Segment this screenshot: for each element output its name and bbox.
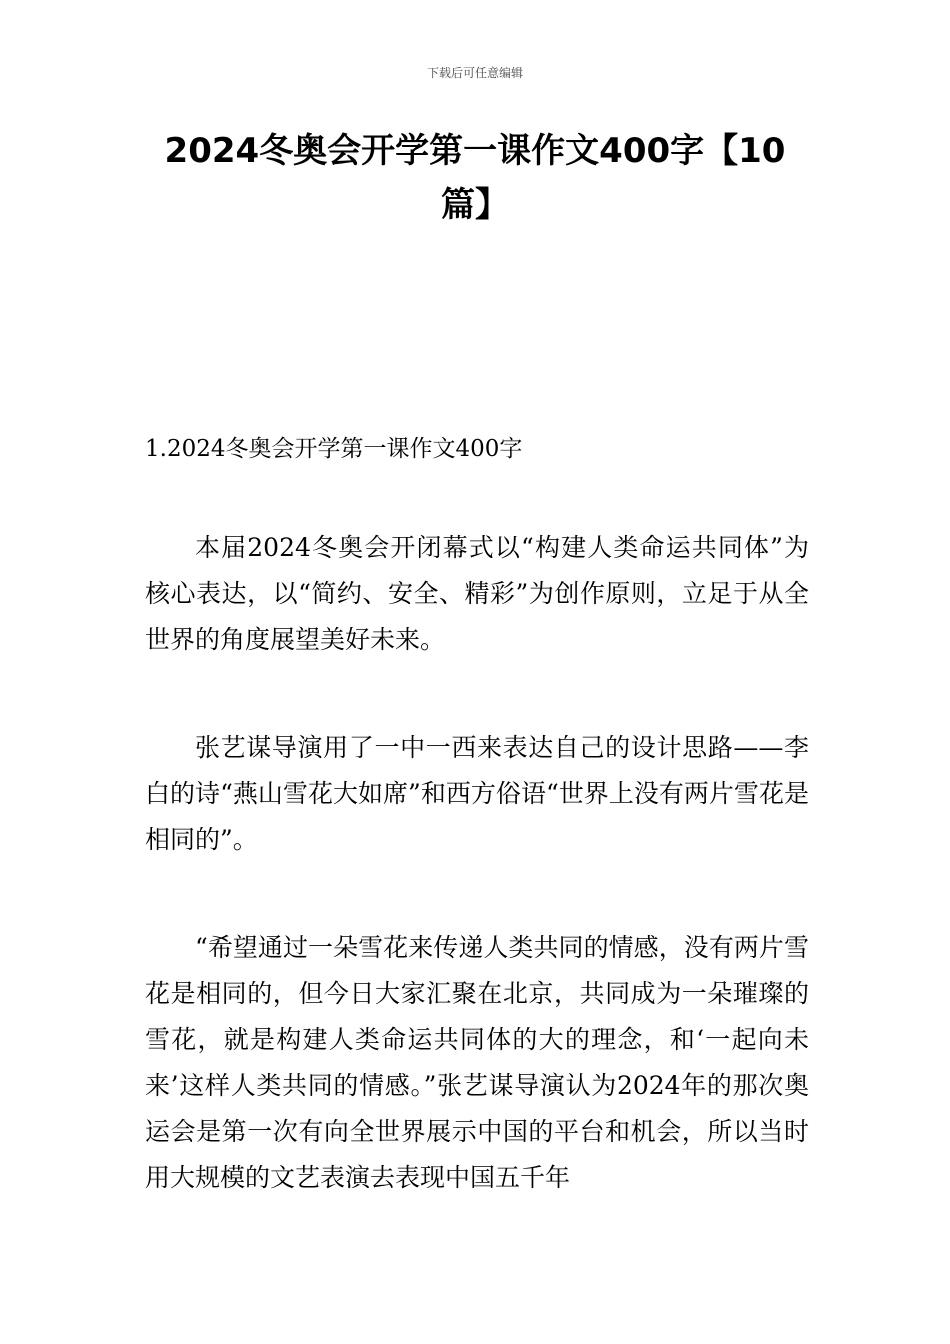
section-heading: 1.2024冬奥会开学第一课作文400字	[145, 436, 523, 462]
body-paragraph: 本届2024冬奥会开闭幕式以“构建人类命运共同体”为核心表达，以“简约、安全、精彩”为创作原则，立足于从全世界的角度展望美好未来。	[145, 533, 809, 654]
document-title: 2024冬奥会开学第一课作文400字【10篇】	[164, 131, 786, 225]
page-header-note: 下载后可任意编辑	[426, 66, 523, 80]
body-paragraph: 张艺谋导演用了一中一西来表达自己的设计思路——李白的诗“燕山雪花大如席”和西方俗语“世界上没有两片雪花是相同的”。	[145, 733, 809, 854]
body-paragraph: “希望通过一朵雪花来传递人类共同的情感，没有两片雪花是相同的，但今日大家汇聚在北京，共同成为一朵璀璨的雪花，就是构建人类命运共同体的大的理念，和‘一起向未来’这样人类共同的情感。”张艺谋导演认为2024年的那次奥运会是第一次有向全世界展示中国的平台和机会，所以当时用大规模的文艺表演去表现中国五千年	[145, 933, 809, 1192]
